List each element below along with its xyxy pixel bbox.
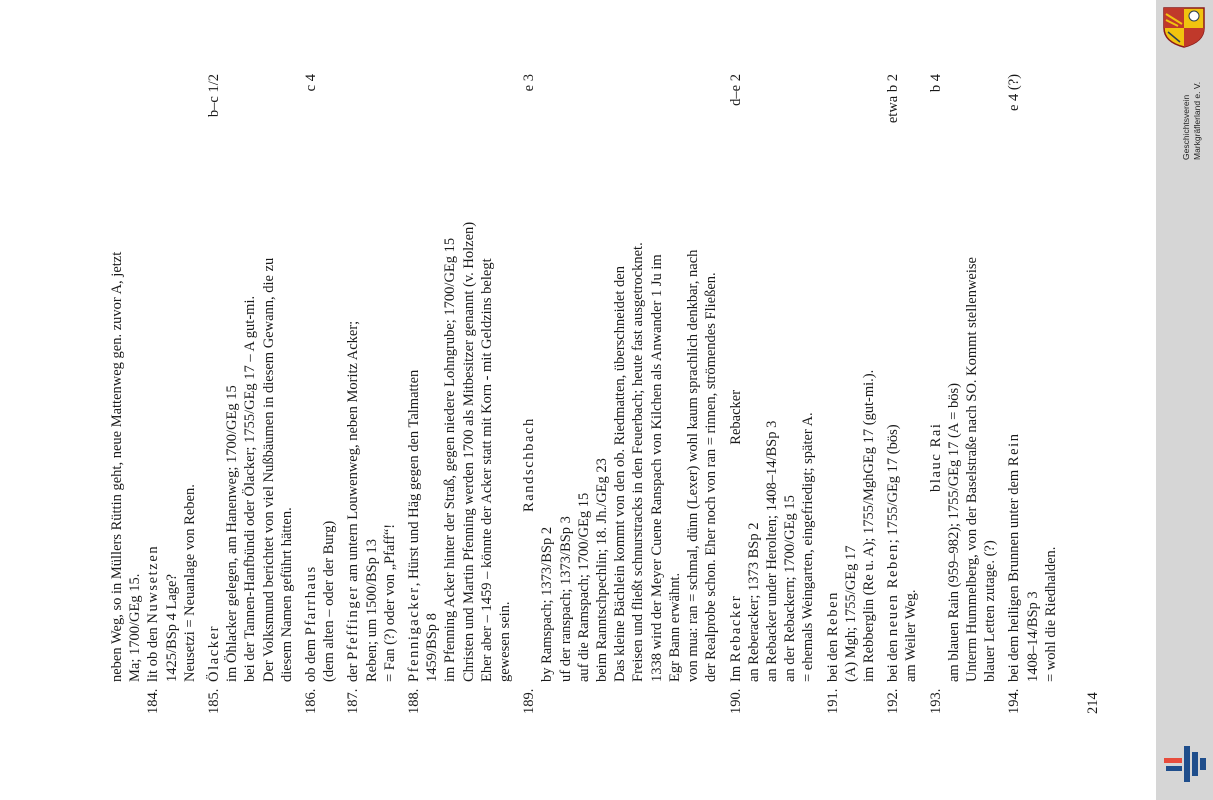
entry-number: 191. [824,688,841,714]
entry-head-prefix: der [345,659,362,682]
intro-line-2: Ma; 1700/GEg 15. [127,573,144,682]
entry-line: auf die Ramspach; 1700/GEg 15 [575,492,592,682]
entry-number: 189. [521,688,538,714]
entry-185 [205,74,296,714]
entry-190 [727,74,818,714]
entry-line: am blauen Rain (959–982); 1755/GEg 17 (A = bös) [945,383,962,682]
entry-head-suffix: ; 1755/GEg 17 (bös) [885,424,902,544]
map-location: b–c 1/2 [206,74,223,118]
entry-line: im Öhlacker gelegen, am Hanenweg; 1700/GEg 15 [224,385,241,682]
entry-line: 1425/BSp 4 Lage? [163,574,180,682]
entry-line: uf der ranspach; 1373/BSp 3 [557,516,574,682]
entry-heading: Ölacker [206,624,223,682]
entry-head-prefix: ob dem [303,635,320,682]
map-location: c 4 [303,74,320,92]
map-location: etwa b 2 [885,74,902,124]
entry-line: von mua: ran = schmal, dünn (Lexer) wohl kaum sprachlich denkbar, nach [685,249,702,682]
entry-head-prefix: bei den [885,636,902,682]
entry-line: an Reberacker; 1373 BSp 2 [745,522,762,682]
entry-186 [302,74,338,714]
entry-line: = wohl die Riedhalden. [1042,546,1059,682]
entry-heading: Nuwsetzen [145,544,162,624]
entry-194 [1005,74,1060,714]
entry-head-prefix: Im [727,662,744,682]
entry-line: Der Volksmund berichtet von viel Nußbäumen in diesem Gewann, die zu [260,257,277,682]
rotated-text-block [90,0,1101,800]
library-logo-icon [1164,744,1208,784]
entry-number: 184. [145,688,162,714]
entry-line: blauer Letten zutage. (?) [982,540,999,682]
entry-number: 188. [406,688,423,714]
entry-heading: Reben [824,591,841,637]
entry-line: = ehemals Weingarten, eingefriedigt; später A. [800,412,817,682]
intro-line-1: neben Weg, so in Müllers Rüttin geht, neue Mattenweg gen. zuvor A, jetzt [109,251,125,682]
entry-line: Neusetzi = Neuanlage von Reben. [181,484,198,682]
entry-center-heading: Rebacker [727,389,744,445]
map-location: b 4 [927,74,944,93]
org-name-vertical [1181,40,1213,160]
entry-line: der Realprobe schon. Eher noch von ran = rinnen, strömendes Fließen. [703,272,720,682]
entry-192 [884,74,920,714]
entry-head-suffix: am untern Louwenweg, neben Moritz Acker; [345,320,362,586]
entry-number: 190. [727,688,744,714]
page-number: 214 [1084,692,1101,714]
entry-line: im Pfenning Acker hinter der Straß, gegen niedere Lohngrube; 1700/GEg 15 [442,237,459,682]
entry-center-heading: blauc Rai [927,422,944,492]
entry-line: an der Rebackern; 1700/GEg 15 [782,495,799,682]
entry-line: (dem alten – oder der Burg) [321,520,338,682]
entry-line: Eher aber – 1459 – könnte der Acker statt mit Korn - mit Geldzins belegt [478,258,495,682]
entry-number: 186. [303,688,320,714]
entry-heading: Rebacker [727,594,744,663]
entry-head-prefix: bei dem heiligen Brunnen unter dem [1006,466,1023,682]
map-location: e 3 [521,74,538,92]
entry-191 [824,74,879,714]
entry-184 [144,74,199,714]
entry-heading: neuen Reben [885,543,902,637]
entry-number: 193. [927,688,944,714]
entry-number: 192. [885,688,902,714]
entry-188 [405,74,514,714]
entry-line: an Rebacker under Herolten; 1408–14/BSp 3 [763,420,780,682]
entry-head-prefix: lit ob den [145,623,162,682]
entry-line: 1459/BSp 8 [424,613,441,682]
entry-number: 185. [206,688,223,714]
entry-line: gewesen sein. [497,601,514,682]
entry-line: 1338 wird der Meyer Cuene Ranspach von Kilchen als Anwander 1 Ju im [648,254,665,682]
entry-line: by Ramspach; 1373/BSp 2 [539,526,556,682]
entry-number: 194. [1006,688,1023,714]
entry-line: 1408–14/BSp 3 [1024,591,1041,682]
entry-line: Unterm Hummelberg, von der Baselstraße nach SO. Kommt stellenweise [963,257,980,682]
entry-line: (A) Mgh; 1755/GEg 17 [842,545,859,682]
entry-list [108,74,1102,714]
entry-head-prefix: bei den [824,636,841,682]
entry-line: Egr Bann erwähnt. [666,572,683,682]
org-name-line-1: Geschichtsverein [1181,94,1191,160]
entry-187 [344,74,399,714]
entry-heading: Rein [1006,432,1023,467]
entry-193 [927,74,1000,714]
entry-line: im Rebberglin (Re u. A); 1755/MghGEg 17 (gut-mi.). [860,369,877,682]
entry-line: Das kleine Bächlein kommt von den ob. Riedmatten, überschneidet den [612,266,629,682]
entry-line: am Weiler Weg. [903,589,920,682]
entry-number: 187. [345,688,362,714]
entry-heading: Pfennigacker [406,586,423,682]
entry-line: bei der Tannen-Hanfbündi oder Ölacker; 1755/GEg 17 – A gut-mi. [242,295,259,682]
entry-line: diesem Namen geführt hätten. [278,507,295,682]
entry-heading: Randschbach [521,417,538,512]
map-location: e 4 (?) [1006,74,1023,112]
entry-line: Reben; um 1500/BSp 13 [363,539,380,682]
entry-line: beim Ranntschpechlin; 18. Jh./GEg 23 [594,458,611,682]
map-location: d–e 2 [727,74,744,106]
entry-line: Christen und Martin Pfenning werden 1700 als Mitbesitzer genannt (v. Holzen) [460,221,477,682]
org-name-line-2: Markgräflerland e. V. [1192,81,1202,160]
entry-heading: Pfeffinger [345,585,362,660]
entry-head-suffix: , Hürst und Häg gegen den Talmatten [406,369,423,587]
entry-line: = Fan (?) oder von „Pfaff“! [381,523,398,682]
entry-heading: Pfarrhaus [303,565,320,636]
entry-189 [520,74,720,714]
entry-line: Freisen und fließt schnurstracks in den Feuerbach; heute fast ausgetrocknet. [630,242,647,682]
